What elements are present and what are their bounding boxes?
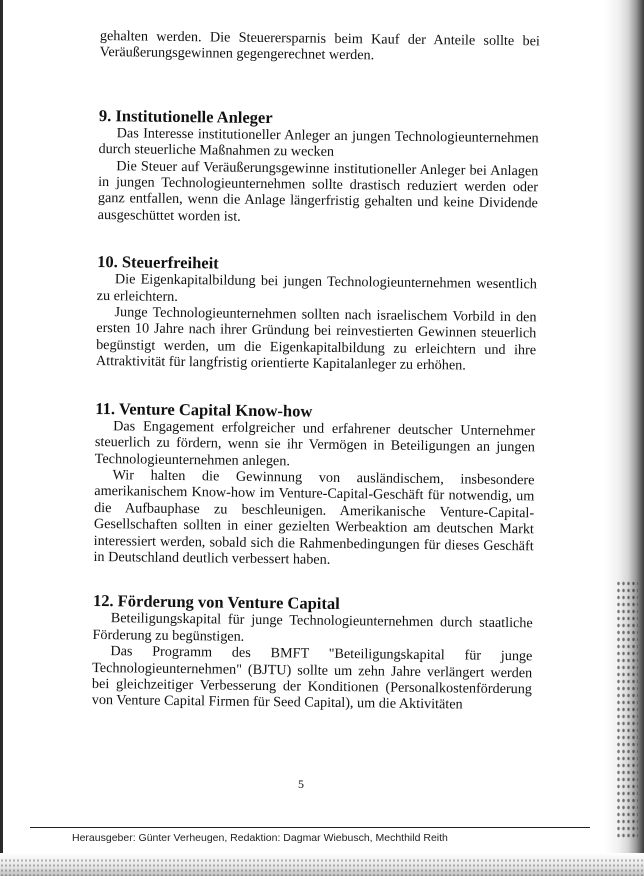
scan-noise-right (616, 580, 638, 840)
section-paragraph: Die Steuer auf Veräußerungsgewinne institutioneller Anleger bei Anlagen in jungen Technologieunternehmen sollte drastisch reduziert werden oder ganz entfallen, wenn die Anlage längerfristig gehalten und keine Dividende ausgeschüttet worden ist. (97, 157, 539, 225)
section-12-foerderung-venture-capital (92, 591, 533, 714)
document-page (92, 28, 540, 714)
section-paragraph: Wir halten die Gewinnung von ausländischem, insbesondere amerikanischem Know-how im Venture-Capital-Geschäft für notwendig, um die Aufbauphase zu beschleunigen. Amerikanische Venture-Capital-Gesellschaften sollten in einer gezielten Werbeaktion am deutschen Markt interessiert werden, sobald sich die Rahmenbedingungen für dieses Geschäft in Deutschland deutlich verbessert haben. (93, 467, 535, 568)
section-paragraph: Das Interesse institutioneller Anleger an jungen Technologieunternehmen durch steuerliche Maßnahmen zu wecken (98, 125, 539, 161)
section-10-steuerfreiheit (96, 252, 537, 375)
section-paragraph: Beteiligungskapital für junge Technologieunternehmen durch staatliche Förderung zu begünstigen. (92, 610, 533, 645)
scan-noise-bottom (0, 858, 644, 876)
section-11-venture-capital-know-how (93, 399, 535, 571)
section-heading: 11. Venture Capital Know-how (95, 398, 313, 421)
footer-publisher-credits: Herausgeber: Günter Verheugen, Redaktion: Dagmar Wiebusch, Mechthild Reith (72, 832, 448, 844)
section-heading: 12. Förderung von Venture Capital (92, 591, 340, 614)
section-9-institutionelle-anleger (98, 106, 539, 229)
section-heading: 9. Institutionelle Anleger (98, 105, 273, 127)
page-number: 5 (298, 777, 304, 791)
section-paragraph: Die Eigenkapitalbildung bei jungen Technologieunternehmen wesentlich zu erleichtern. (96, 271, 537, 305)
scan-left-edge (0, 0, 3, 876)
section-heading: 10. Steuerfreiheit (97, 252, 219, 273)
section-paragraph: Junge Technologieunternehmen sollten nach israelischem Vorbild in den ersten 10 Jahre nach ihrer Gründung bei reinvestierten Gewinnen steuerlich begünstigt werden, um die Eigenkapitalbildung zu erleichtern und ihre Attraktivität für langfristig orientierte Kapitalanleger zu erhöhen. (95, 304, 537, 374)
section-paragraph: Das Engagement erfolgreicher und erfahrener deutscher Unternehmer steuerlich zu fördern, wenn sie ihr Vermögen in Beteiligungen an jungen Technologieunternehmen anlegen. (94, 417, 536, 469)
section-paragraph: Das Programm des BMFT "Beteiligungskapital für junge Technologieunternehmen" (BJTU) sollte um zehn Jahre verlängert werden bei gleichzeitiger Verbesserung der Konditionen (Personalkostenförderung von Venture Capital Firmen für Seed Capital), um die Aktivitäten (91, 643, 533, 713)
footer-divider (30, 827, 590, 828)
intro-paragraph: gehalten werden. Die Steuerersparnis beim Kauf der Anteile sollte bei Veräußerungsgewinnen gegengerechnet werden. (99, 28, 540, 64)
